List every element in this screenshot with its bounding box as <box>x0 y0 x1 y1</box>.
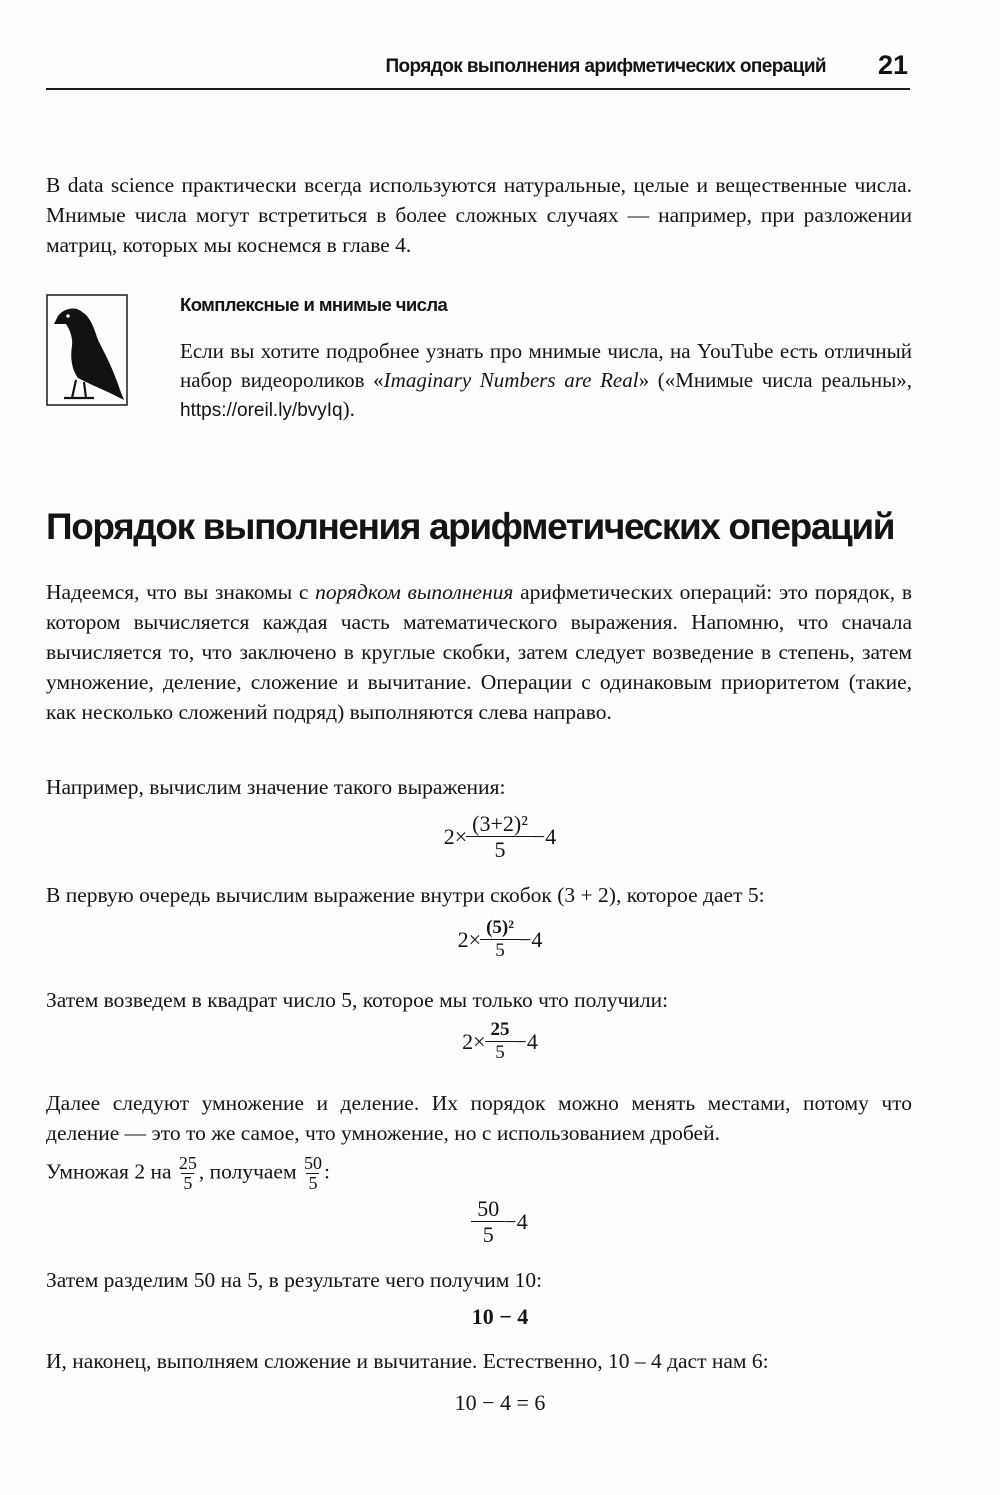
page-number: 21 <box>877 50 908 80</box>
equation-3: 2× $\frac{25}{5}$ −4 <box>462 1019 538 1063</box>
emphasized-term: порядком выполнения <box>315 580 514 604</box>
step-1-text: В первую очередь вычислим выражение внутри скобок (3 + 2), которое дает 5: <box>46 883 765 907</box>
step-5-text: Затем разделим 50 на 5, в результате чего получим 10: <box>46 1268 543 1292</box>
note-title: Комплексные и мнимые числа <box>180 294 448 315</box>
equation-1: 2× $\frac{\text{(3+2)²}}{5}$ −4 <box>443 811 557 863</box>
video-series-title: Imaginary Numbers are Real <box>383 368 639 392</box>
video-link[interactable]: https://oreil.ly/bvyIq <box>180 400 343 421</box>
equation-5: 10 − 4 <box>471 1304 529 1329</box>
inline-fraction-50-5: $\frac{50}{5}$ <box>303 1153 322 1193</box>
note-body: Если вы хотите подробнее узнать про мнимые числа, на YouTube есть отличный набор видеороликов «Imaginary Numbers are Real» («Мнимые числа реальны», https://oreil.ly/bvyIq). <box>180 339 912 421</box>
running-title: Порядок выполнения арифметических операций <box>385 56 826 77</box>
step-6-text: И, наконец, выполняем сложение и вычитание. Естественно, 10 – 4 даст нам 6: <box>46 1349 769 1373</box>
equation-6: 10 − 4 = 6 <box>454 1390 546 1415</box>
equation-2: 2× $\frac{\text{(5)²}}{5}$ −4 <box>457 917 543 961</box>
equation-4: $\frac{50}{5}$ −4 <box>0 1196 1000 1247</box>
step-2-text: Затем возведем в квадрат число 5, которое мы только что получили: <box>46 988 669 1012</box>
step-4-text: Умножая 2 на $\frac{25}{5}$ , получаем $\frac{50}{5}$ : <box>46 1153 330 1193</box>
crow-icon <box>46 294 128 406</box>
section-heading: Порядок выполнения арифметических операций <box>46 506 895 547</box>
example-intro: Например, вычислим значение такого выражения: <box>46 775 506 799</box>
inline-fraction-25-5: $\frac{25}{5}$ <box>178 1153 197 1193</box>
order-of-operations-paragraph: Надеемся, что вы знакомы с порядком выполнения арифметических операций: это порядок, в котором вычисляется каждая часть математического выражения. Напомню, что сначала вычисляется то, что заключено в круглые скобки, затем следует возведение в степень, затем умножение, деление, сложение и вычитание. Операции с одинаковым приоритетом (такие, как несколько сложений подряд) выполняются слева направо. <box>46 580 912 724</box>
step-3-text: Далее следуют умножение и деление. Их порядок можно менять местами, потому что деление — это то же самое, что умножение, но с использованием дробей. <box>46 1091 912 1145</box>
intro-paragraph: В data science практически всегда используются натуральные, целые и вещественные числа. Мнимые числа могут встретиться в более сложных случаях — например, при разложении матриц, которых мы коснемся в главе 4. <box>46 173 912 257</box>
page-header <box>46 48 910 90</box>
